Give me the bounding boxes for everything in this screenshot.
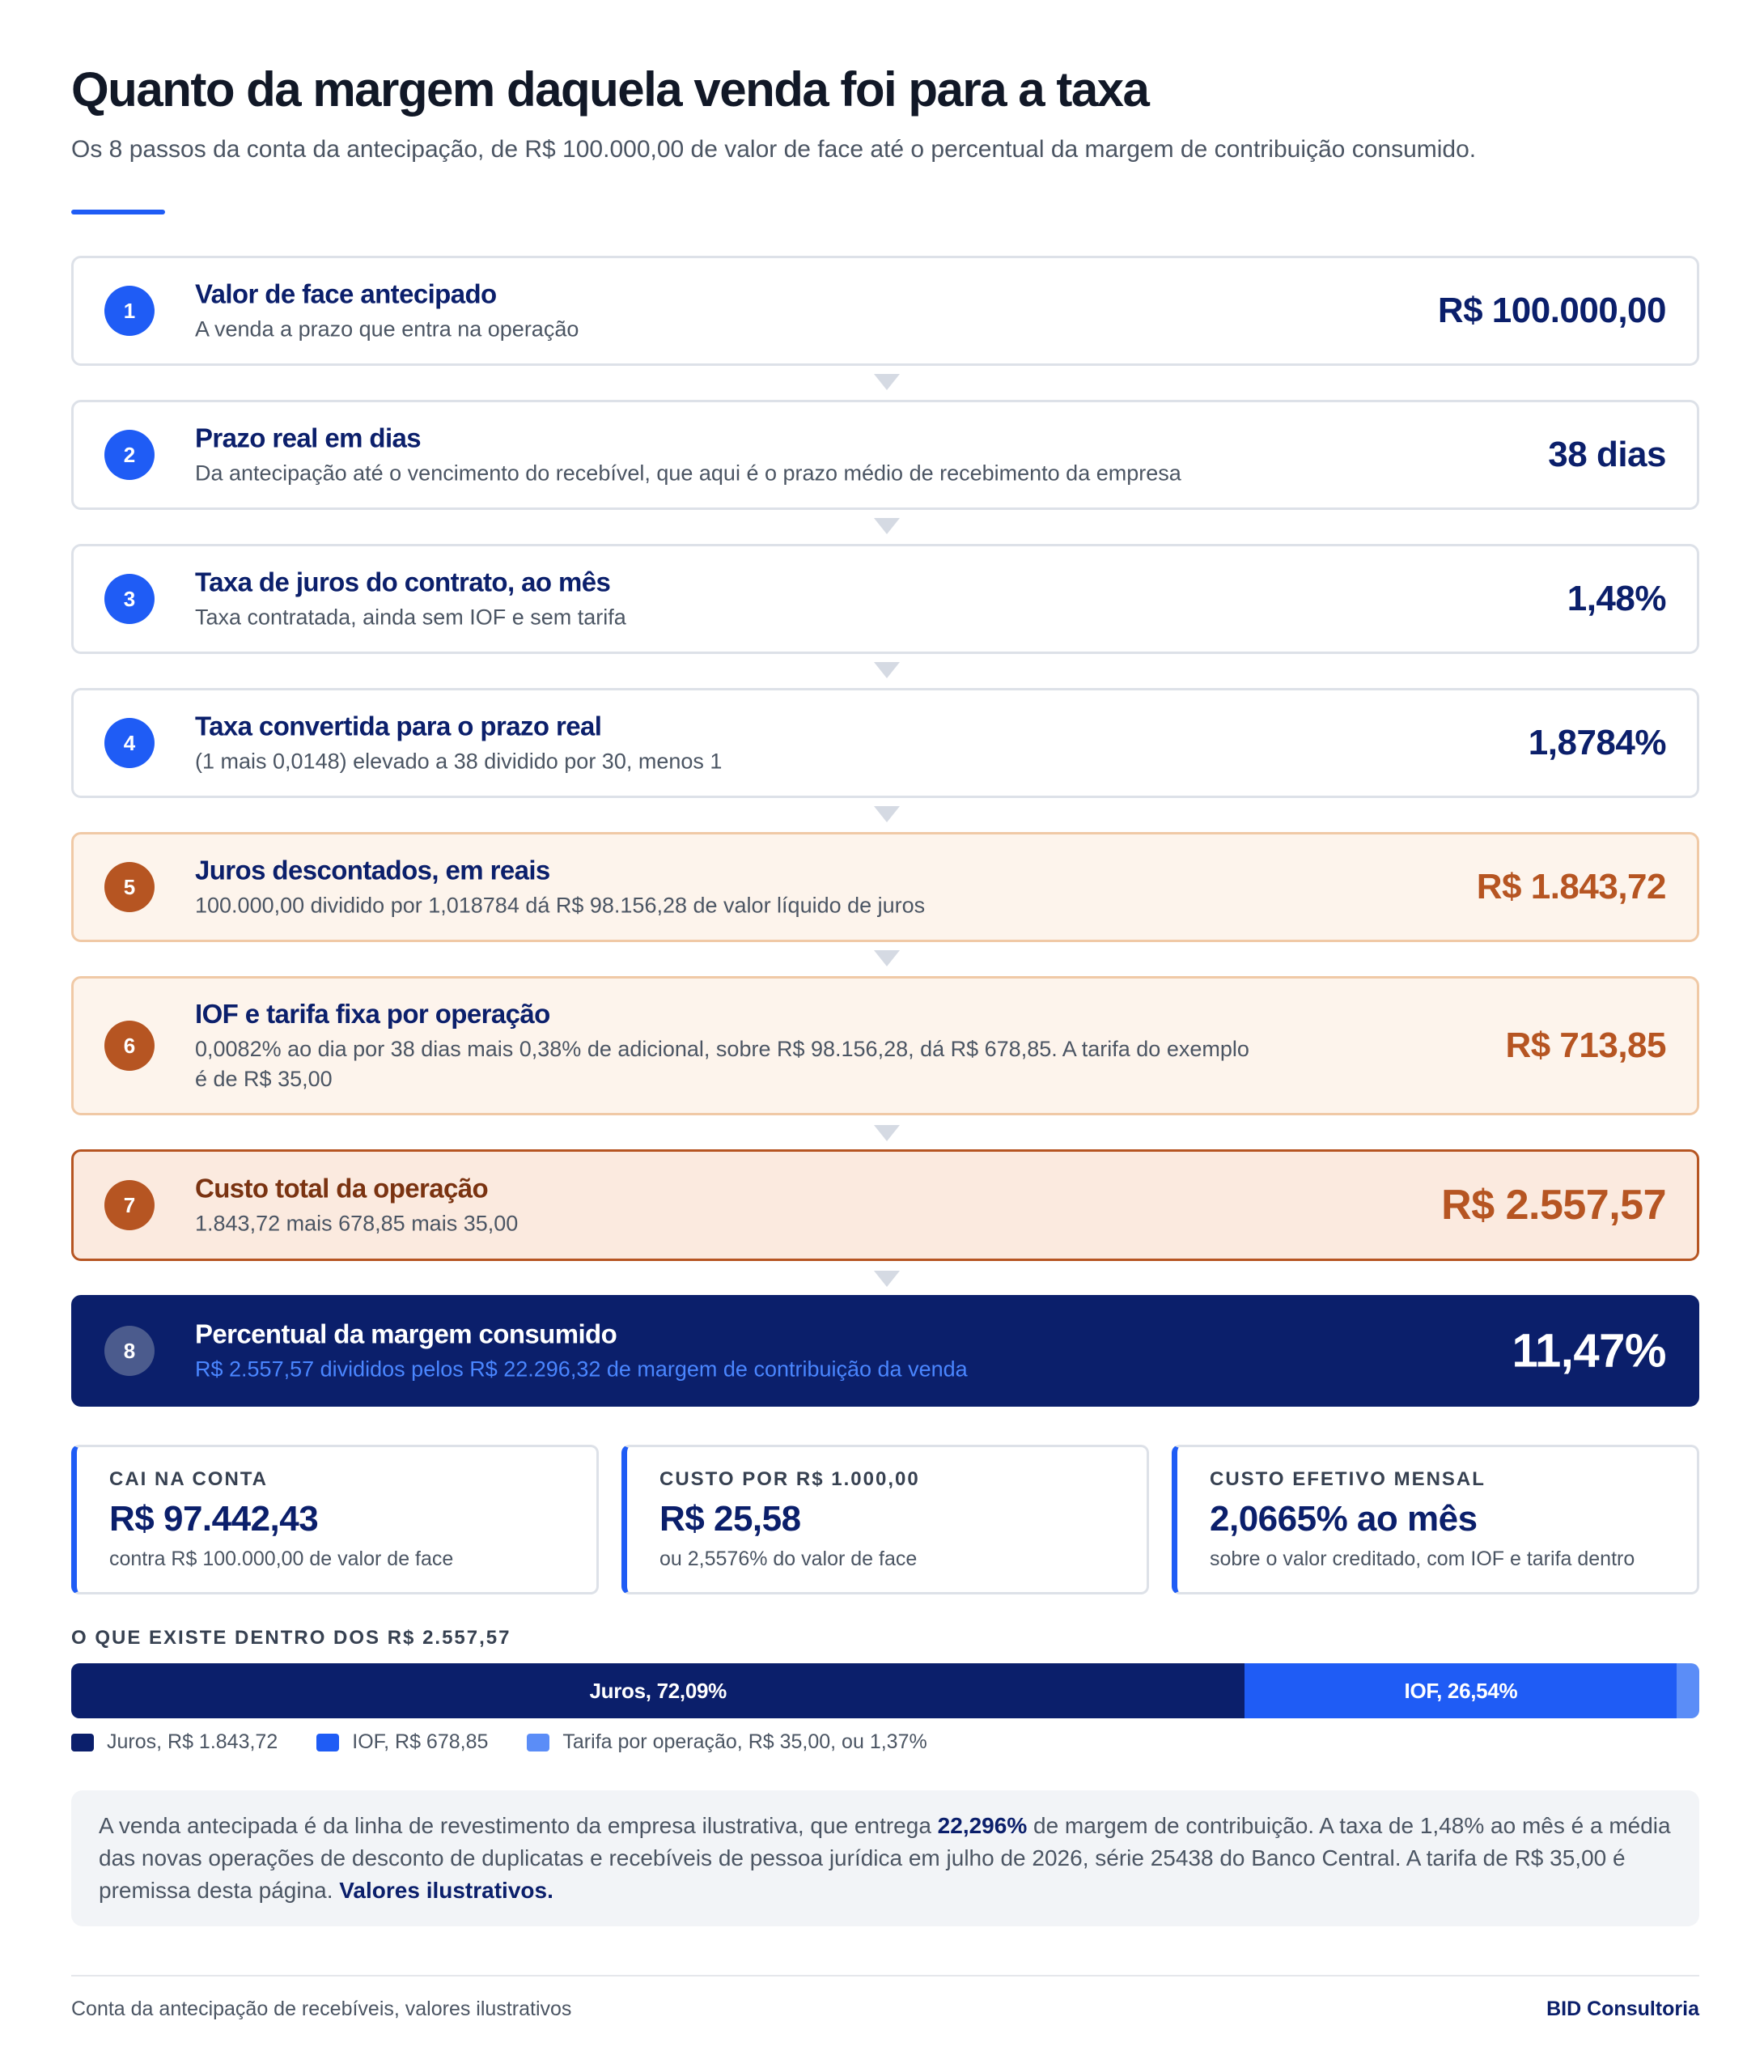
step-text	[195, 854, 1263, 921]
card-value: R$ 25,58	[659, 1499, 801, 1539]
step-number-badge: 2	[104, 430, 155, 480]
step-6-card	[71, 976, 1699, 1115]
step-1-card	[71, 256, 1699, 366]
step-title: Taxa convertida para o prazo real	[195, 711, 602, 741]
breakdown-segment-1: IOF, 26,54%	[1245, 1663, 1677, 1718]
step-text	[195, 422, 1263, 489]
card-label: CAI NA CONTA	[109, 1468, 268, 1490]
summary-card-custo-efetivo	[1172, 1445, 1699, 1594]
down-arrow-icon	[874, 662, 900, 678]
breakdown-segment-0: Juros, 72,09%	[71, 1663, 1245, 1718]
step-description: Taxa contratada, ainda sem IOF e sem tarifa	[195, 605, 626, 630]
step-text	[195, 278, 1263, 345]
step-number-badge: 3	[104, 574, 155, 624]
breakdown-stacked-bar	[71, 1663, 1699, 1718]
step-value: R$ 713,85	[1505, 1025, 1666, 1065]
footer-divider	[71, 1975, 1699, 1976]
note-text-continued: de margem de contribuição. A taxa de 1,48% ao mês é a média das novas operações de desconto de duplicatas e recebíveis de pessoa jurídica em julho de 2026, série 25438 do Banco Central. A tarifa de R$ 35,00 é premissa desta página.	[99, 1813, 1671, 1903]
step-description: 100.000,00 dividido por 1,018784 dá R$ 98.156,28 de valor líquido de juros	[195, 893, 926, 918]
step-title: Prazo real em dias	[195, 422, 422, 453]
card-note: ou 2,5576% do valor de face	[659, 1548, 918, 1570]
legend-label: IOF, R$ 678,85	[352, 1730, 489, 1753]
step-text	[195, 566, 1263, 633]
card-label: CUSTO POR R$ 1.000,00	[659, 1468, 920, 1490]
step-number-badge: 8	[104, 1326, 155, 1376]
legend-item-juros	[71, 1730, 278, 1754]
card-note: sobre o valor creditado, com IOF e tarifa dentro	[1210, 1548, 1635, 1570]
step-description: 0,0082% ao dia por 38 dias mais 0,38% de adicional, sobre R$ 98.156,28, dá R$ 678,85. A tarifa do exemplo é de R$ 35,00	[195, 1037, 1249, 1091]
step-number-badge: 6	[104, 1021, 155, 1071]
summary-card-cai-na-conta	[71, 1445, 599, 1594]
step-title: Valor de face antecipado	[195, 278, 497, 309]
accent-divider	[71, 210, 165, 214]
step-title: Percentual da margem consumido	[195, 1318, 617, 1349]
step-description: A venda a prazo que entra na operação	[195, 316, 579, 342]
legend-swatch	[316, 1734, 339, 1751]
card-value: 2,0665% ao mês	[1210, 1499, 1478, 1539]
step-description: Da antecipação até o vencimento do recebível, que aqui é o prazo médio de recebimento da empresa	[195, 461, 1181, 486]
step-5-card	[71, 832, 1699, 942]
step-7-card	[71, 1149, 1699, 1261]
legend-swatch	[527, 1734, 549, 1751]
down-arrow-icon	[874, 374, 900, 390]
legend-swatch	[71, 1734, 94, 1751]
page-title: Quanto da margem daquela venda foi para a taxa	[71, 62, 1149, 117]
step-4-card	[71, 688, 1699, 798]
down-arrow-icon	[874, 1125, 900, 1141]
step-2-card	[71, 400, 1699, 510]
step-number-badge: 5	[104, 862, 155, 912]
down-arrow-icon	[874, 950, 900, 966]
step-title: Juros descontados, em reais	[195, 855, 550, 885]
breakdown-segment-2	[1677, 1663, 1699, 1718]
note-highlight: 22,296%	[937, 1813, 1028, 1838]
step-value: R$ 2.557,57	[1441, 1182, 1666, 1229]
note-emphasis: Valores ilustrativos.	[339, 1878, 553, 1903]
step-title: Taxa de juros do contrato, ao mês	[195, 567, 611, 597]
down-arrow-icon	[874, 1271, 900, 1287]
down-arrow-icon	[874, 806, 900, 822]
step-value: 38 dias	[1548, 435, 1666, 474]
step-value: 11,47%	[1512, 1324, 1666, 1378]
step-description: R$ 2.557,57 divididos pelos R$ 22.296,32 de margem de contribuição da venda	[195, 1357, 968, 1382]
step-description: (1 mais 0,0148) elevado a 38 dividido por 30, menos 1	[195, 749, 723, 774]
legend-label: Juros, R$ 1.843,72	[107, 1730, 278, 1753]
step-value: R$ 100.000,00	[1437, 291, 1666, 330]
down-arrow-icon	[874, 518, 900, 534]
note-text: A venda antecipada é da linha de revestimento da empresa ilustrativa, que entrega	[99, 1813, 938, 1838]
summary-card-custo-por-mil	[621, 1445, 1149, 1594]
legend-item-iof	[316, 1730, 488, 1754]
breakdown-section-label: O QUE EXISTE DENTRO DOS R$ 2.557,57	[71, 1627, 511, 1649]
legend-item-tarifa	[527, 1730, 927, 1754]
legend-label: Tarifa por operação, R$ 35,00, ou 1,37%	[562, 1730, 927, 1753]
step-text	[195, 1318, 1263, 1385]
step-number-badge: 4	[104, 718, 155, 768]
methodology-note	[71, 1790, 1699, 1926]
step-8-card	[71, 1295, 1699, 1407]
step-3-card	[71, 544, 1699, 654]
step-value: R$ 1.843,72	[1476, 867, 1666, 906]
step-value: 1,8784%	[1528, 723, 1666, 762]
card-value: R$ 97.442,43	[109, 1499, 319, 1539]
card-note: contra R$ 100.000,00 de valor de face	[109, 1548, 454, 1570]
breakdown-legend	[71, 1730, 966, 1754]
step-text	[195, 710, 1263, 777]
card-label: CUSTO EFETIVO MENSAL	[1210, 1468, 1486, 1490]
step-description: 1.843,72 mais 678,85 mais 35,00	[195, 1211, 519, 1236]
page-subtitle: Os 8 passos da conta da antecipação, de R$ 100.000,00 de valor de face até o percentual da margem de contribuição consumido.	[71, 136, 1477, 163]
footer-caption: Conta da antecipação de recebíveis, valores ilustrativos	[71, 1998, 572, 2020]
step-title: Custo total da operação	[195, 1173, 489, 1204]
step-number-badge: 1	[104, 286, 155, 336]
footer-brand: BID Consultoria	[1546, 1998, 1699, 2020]
step-text	[195, 997, 1263, 1094]
step-text	[195, 1172, 1263, 1239]
step-value: 1,48%	[1567, 579, 1666, 618]
step-number-badge: 7	[104, 1180, 155, 1230]
step-title: IOF e tarifa fixa por operação	[195, 999, 550, 1029]
